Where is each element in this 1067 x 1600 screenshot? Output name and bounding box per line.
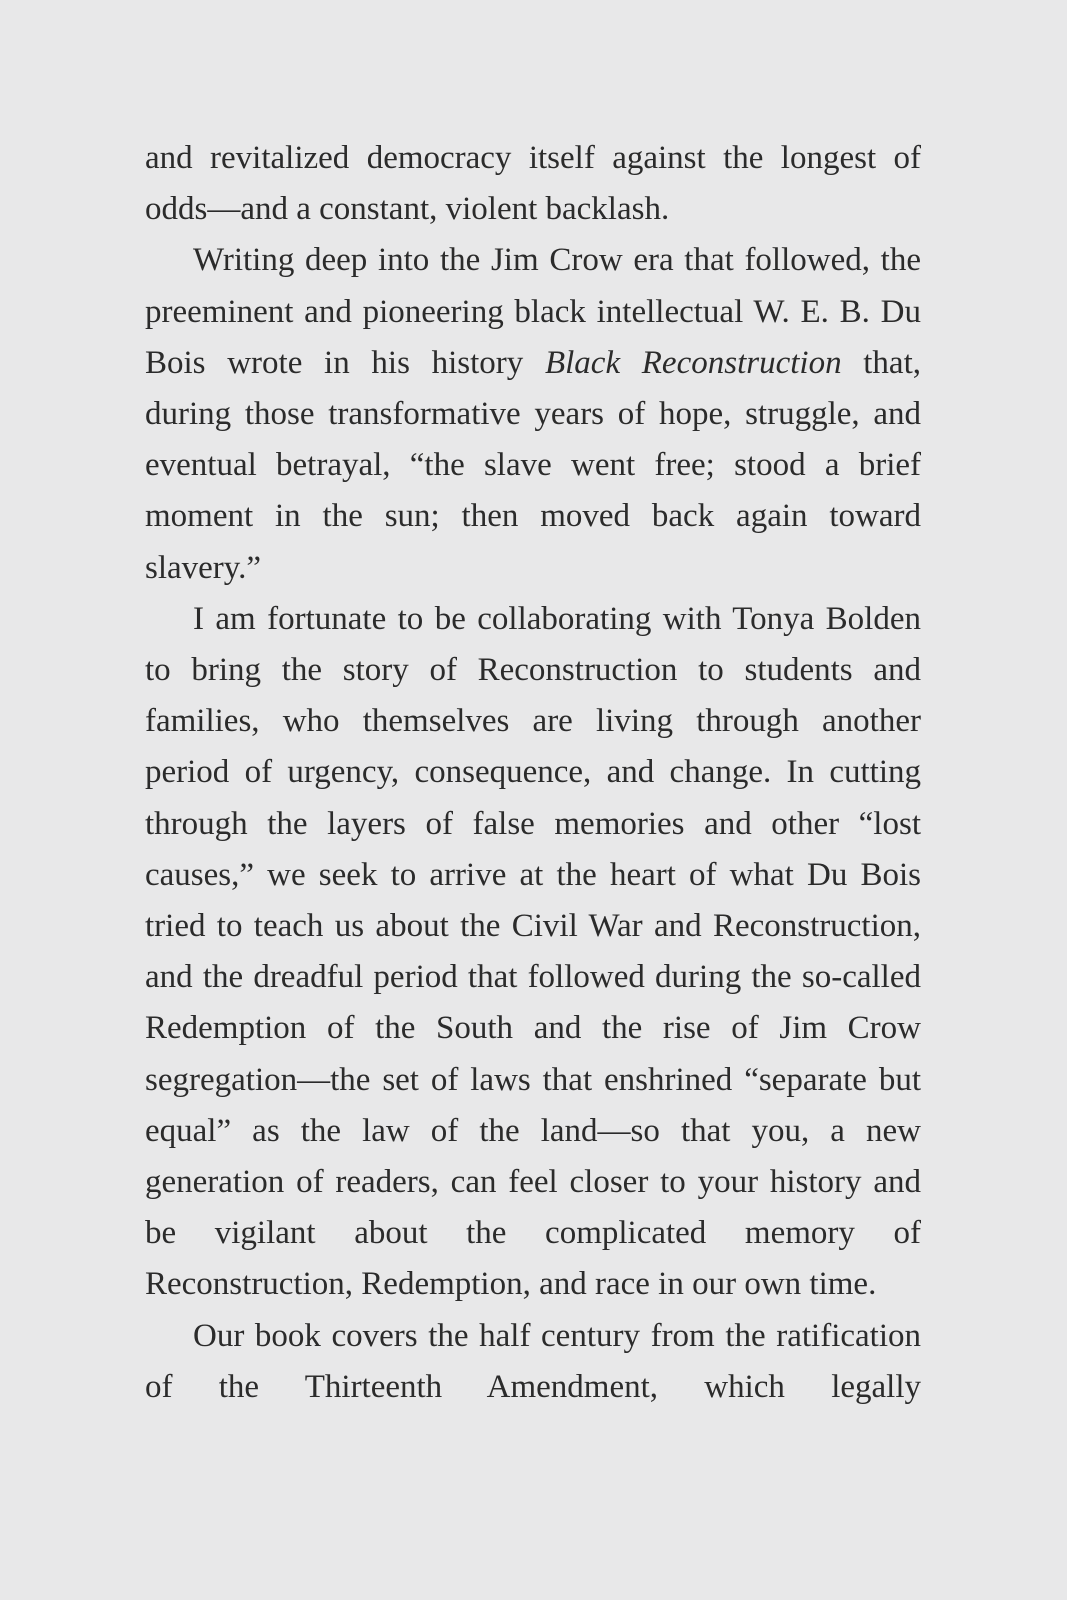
book-title-black-reconstruction: Black Reconstruction: [544, 344, 842, 381]
paragraph-3: [145, 594, 921, 1311]
paragraph-2-text-before: Writing deep into the Jim Crow era that followed, the preeminent and pioneering black intellectual W. E. B. Du Bois wrote in his history: [145, 242, 921, 381]
paragraph-4: [145, 1311, 921, 1413]
paragraph-1-text: and revitalized democracy itself against the longest of odds—and a constant, violent backlash.: [145, 140, 921, 228]
paragraph-3-text: I am fortunate to be collaborating with Tonya Bolden to bring the story of Reconstruction to students and families, who themselves are living through another period of urgency, consequence, and change. In cutting through the layers of false memories and other “lost causes,” we seek to arrive at the heart of what Du Bois tried to teach us about the Civil War and Reconstruction, and the dreadful period that followed during the so-called Redemption of the South and the rise of Jim Crow segregation—the set of laws that enshrined “separate but equal” as the law of the land—so that you, a new generation of readers, can feel closer to your history and be vigilant about the complicated memory of Reconstruction, Redemption, and race in our own time.: [145, 600, 921, 1303]
paragraph-4-text: Our book covers the half century from the ratification of the Thirteenth Amendment, which legally: [145, 1317, 921, 1405]
paragraph-1: [145, 133, 921, 235]
body-text: [145, 133, 921, 1413]
paragraph-2-text-after: that, during those transformative years of hope, struggle, and eventual betrayal, “the slave went free; stood a brief moment in the sun; then moved back again toward slavery.”: [145, 344, 922, 586]
paragraph-2: [145, 235, 921, 593]
